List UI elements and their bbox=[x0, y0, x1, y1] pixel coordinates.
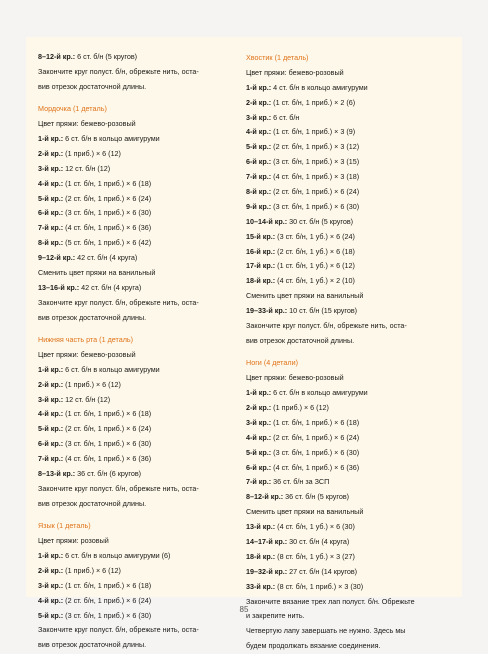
round-instruction bbox=[38, 132, 238, 147]
instruction-text: Закончите круг полуст. б/н, обрежьте нить, оста- bbox=[246, 321, 407, 331]
right-column bbox=[246, 51, 446, 654]
round-label: 4-й кр.: bbox=[246, 127, 272, 137]
page-number: 85 bbox=[239, 605, 249, 614]
instruction-text: Четвертую лапу завершать не нужно. Здесь мы bbox=[246, 626, 406, 636]
instruction-text: вив отрезок достаточной длины. bbox=[38, 312, 147, 322]
round-label: 14–17-й кр.: bbox=[246, 537, 288, 546]
round-text: 6 ст. б/н в кольцо амигуруми bbox=[271, 388, 368, 398]
round-instruction bbox=[246, 111, 446, 126]
round-label: 1-й кр.: bbox=[38, 551, 64, 560]
round-text: (1 приб.) × 6 (12) bbox=[63, 148, 121, 158]
round-label: 1-й кр.: bbox=[246, 388, 272, 398]
round-instruction bbox=[38, 422, 238, 437]
section-heading: Мордочка (1 деталь) bbox=[38, 104, 107, 114]
round-instruction bbox=[246, 520, 446, 535]
round-text: (5 ст. б/н, 1 приб.) × 6 (42) bbox=[63, 238, 152, 248]
round-label: 1-й кр.: bbox=[246, 82, 272, 92]
instruction-text: вив отрезок достаточной длины. bbox=[38, 640, 147, 650]
round-text: 6 ст. б/н в кольцо амигуруми bbox=[63, 133, 160, 143]
round-text: 6 ст. б/н в кольцо амигуруми (6) bbox=[63, 551, 171, 560]
round-instruction bbox=[246, 155, 446, 170]
round-instruction bbox=[246, 125, 446, 140]
round-instruction bbox=[246, 274, 446, 289]
section-heading: Хвостик (1 деталь) bbox=[246, 53, 309, 62]
instruction-text: будем продолжать вязание соединения. bbox=[246, 641, 381, 651]
round-label: 5-й кр.: bbox=[246, 142, 272, 152]
round-instruction bbox=[38, 467, 238, 482]
round-text: (8 ст. б/н, 1 приб.) × 3 (30) bbox=[275, 581, 364, 591]
round-instruction bbox=[38, 378, 238, 393]
instruction-text: Сменить цвет пряжи на ванильный bbox=[246, 291, 364, 301]
instruction-text: Цвет пряжи: бежево-розовый bbox=[38, 349, 136, 359]
round-label: 3-й кр.: bbox=[246, 112, 272, 122]
round-label: 3-й кр.: bbox=[38, 394, 64, 404]
instruction-text: Цвет пряжи: бежево-розовый bbox=[246, 373, 344, 383]
round-instruction bbox=[246, 185, 446, 200]
round-text: (4 ст. б/н, 1 приб.) × 3 (18) bbox=[271, 172, 360, 182]
round-text: 36 ст. б/н (5 кругов) bbox=[283, 492, 350, 502]
round-text: (3 ст. б/н, 1 приб.) × 6 (30) bbox=[63, 439, 152, 449]
round-label: 4-й кр.: bbox=[38, 409, 64, 419]
round-instruction bbox=[38, 147, 238, 162]
round-text: (2 ст. б/н, 1 приб.) × 6 (24) bbox=[271, 432, 360, 442]
round-label: 19–32-й кр.: bbox=[246, 566, 288, 576]
section-gap bbox=[246, 349, 446, 357]
section-gap bbox=[38, 326, 238, 334]
round-instruction bbox=[38, 206, 238, 221]
round-text: 27 ст. б/н (14 кругов) bbox=[287, 566, 358, 576]
round-label: 19–33-й кр.: bbox=[246, 306, 288, 316]
section-heading: Язык (1 деталь) bbox=[38, 521, 91, 531]
round-text: (1 приб.) × 6 (12) bbox=[63, 379, 121, 389]
instruction-text: Сменить цвет пряжи на ванильный bbox=[38, 267, 156, 277]
instruction-text: Закончите круг полуст. б/н, обрежьте нить, оста- bbox=[38, 297, 199, 307]
round-text: (2 ст. б/н, 1 приб.) × 6 (24) bbox=[271, 187, 360, 197]
round-text: (1 приб.) × 6 (12) bbox=[271, 402, 329, 412]
round-label: 2-й кр.: bbox=[246, 97, 272, 107]
round-instruction bbox=[38, 393, 238, 408]
round-text: (4 ст. б/н, 1 приб.) × 6 (36) bbox=[271, 462, 360, 472]
round-text: (2 ст. б/н, 1 приб.) × 3 (12) bbox=[271, 142, 360, 152]
round-instruction bbox=[38, 236, 238, 251]
round-label: 6-й кр.: bbox=[246, 157, 272, 167]
round-instruction bbox=[38, 281, 238, 296]
round-instruction bbox=[246, 245, 446, 260]
round-instruction bbox=[246, 461, 446, 476]
instruction-text: и закрепите нить. bbox=[246, 611, 305, 621]
instruction-text: Закончите вязание трех лап полуст. б/н. Обрежьте bbox=[246, 596, 415, 606]
round-instruction bbox=[38, 221, 238, 236]
round-text: 30 ст. б/н (5 кругов) bbox=[287, 216, 354, 226]
round-instruction bbox=[246, 580, 446, 595]
round-label: 3-й кр.: bbox=[38, 163, 64, 173]
round-instruction bbox=[246, 431, 446, 446]
section-heading: Нижняя часть рта (1 деталь) bbox=[38, 335, 134, 345]
round-label: 9-й кр.: bbox=[246, 201, 272, 211]
round-text: (1 ст. б/н, 1 приб.) × 6 (18) bbox=[63, 580, 152, 590]
round-label: 1-й кр.: bbox=[38, 133, 64, 143]
round-label: 16-й кр.: bbox=[246, 246, 276, 256]
round-instruction bbox=[38, 50, 238, 65]
round-label: 8-й кр.: bbox=[246, 187, 272, 197]
instruction-text: вив отрезок достаточной длины. bbox=[246, 335, 355, 345]
round-text: (1 ст. б/н, 1 приб.) × 6 (18) bbox=[63, 178, 152, 188]
round-text: (1 ст. б/н, 1 приб.) × 6 (18) bbox=[63, 409, 152, 419]
round-instruction bbox=[38, 162, 238, 177]
round-label: 18-й кр.: bbox=[246, 551, 276, 561]
round-text: 36 ст. б/н (6 кругов) bbox=[75, 469, 142, 479]
round-instruction bbox=[246, 550, 446, 565]
round-label: 7-й кр.: bbox=[38, 223, 64, 233]
round-instruction bbox=[246, 200, 446, 215]
round-label: 4-й кр.: bbox=[38, 595, 64, 605]
round-instruction bbox=[246, 416, 446, 431]
round-text: (1 ст. б/н, 1 уб.) × 6 (12) bbox=[275, 261, 355, 271]
round-label: 9–12-й кр.: bbox=[38, 253, 76, 263]
round-instruction bbox=[246, 475, 446, 490]
round-instruction bbox=[246, 446, 446, 461]
round-label: 4-й кр.: bbox=[38, 178, 64, 188]
round-instruction bbox=[38, 177, 238, 192]
round-label: 5-й кр.: bbox=[38, 610, 64, 620]
round-text: 12 ст. б/н (12) bbox=[63, 394, 111, 404]
round-instruction bbox=[246, 565, 446, 580]
round-label: 17-й кр.: bbox=[246, 261, 276, 271]
round-text: (3 ст. б/н, 1 приб.) × 6 (30) bbox=[63, 610, 152, 620]
round-text: 4 ст. б/н в кольцо амигуруми bbox=[271, 82, 368, 92]
round-label: 33-й кр.: bbox=[246, 581, 276, 591]
round-text: (4 ст. б/н, 1 уб.) × 6 (30) bbox=[275, 522, 355, 532]
round-text: (1 приб.) × 6 (12) bbox=[63, 565, 121, 575]
round-instruction bbox=[38, 564, 238, 579]
instruction-text: Закончите круг полуст. б/н, обрежьте нить, оста- bbox=[38, 483, 199, 493]
instruction-text: Сменить цвет пряжи на ванильный bbox=[246, 507, 364, 517]
round-label: 13–16-й кр.: bbox=[38, 282, 80, 292]
round-label: 8-й кр.: bbox=[38, 238, 64, 248]
round-label: 10–14-й кр.: bbox=[246, 216, 288, 226]
round-text: (3 ст. б/н, 1 приб.) × 6 (30) bbox=[63, 208, 152, 218]
round-label: 1-й кр.: bbox=[38, 364, 64, 374]
round-instruction bbox=[38, 452, 238, 467]
round-text: 36 ст. б/н за ЗСП bbox=[271, 477, 330, 487]
round-label: 5-й кр.: bbox=[38, 193, 64, 203]
round-text: 10 ст. б/н (15 кругов) bbox=[287, 306, 358, 316]
round-label: 18-й кр.: bbox=[246, 276, 276, 286]
round-text: (3 ст. б/н, 1 приб.) × 3 (15) bbox=[271, 157, 360, 167]
round-label: 8–12-й кр.: bbox=[246, 492, 284, 502]
instruction-text: Цвет пряжи: розовый bbox=[38, 536, 109, 546]
round-label: 7-й кр.: bbox=[246, 172, 272, 182]
round-label: 2-й кр.: bbox=[38, 379, 64, 389]
round-text: (4 ст. б/н, 1 приб.) × 6 (36) bbox=[63, 454, 152, 464]
round-text: 42 ст. б/н (4 круга) bbox=[79, 282, 142, 292]
section-heading: Ноги (4 детали) bbox=[246, 358, 298, 368]
instruction-text: Закончите круг полуст. б/н, обрежьте нить, оста- bbox=[38, 625, 199, 635]
round-text: 30 ст. б/н (4 круга) bbox=[287, 537, 350, 546]
round-instruction bbox=[246, 386, 446, 401]
round-text: 12 ст. б/н (12) bbox=[63, 163, 111, 173]
round-instruction bbox=[246, 259, 446, 274]
instruction-text: вив отрезок достаточной длины. bbox=[38, 81, 147, 91]
round-instruction bbox=[246, 215, 446, 230]
round-label: 2-й кр.: bbox=[38, 148, 64, 158]
round-text: (2 ст. б/н, 1 приб.) × 6 (24) bbox=[63, 595, 152, 605]
round-text: 6 ст. б/н (5 кругов) bbox=[75, 52, 138, 61]
round-text: (1 ст. б/н, 1 приб.) × 2 (6) bbox=[271, 97, 356, 107]
round-instruction bbox=[246, 230, 446, 245]
round-label: 6-й кр.: bbox=[246, 462, 272, 472]
instruction-text: Цвет пряжи: бежево-розовый bbox=[38, 119, 136, 129]
round-text: (2 ст. б/н, 1 приб.) × 6 (24) bbox=[63, 193, 152, 203]
round-label: 2-й кр.: bbox=[38, 565, 64, 575]
round-text: (8 ст. б/н, 1 уб.) × 3 (27) bbox=[275, 551, 355, 561]
round-label: 5-й кр.: bbox=[246, 447, 272, 457]
round-text: 42 ст. б/н (4 круга) bbox=[75, 253, 138, 263]
round-instruction bbox=[246, 401, 446, 416]
round-label: 4-й кр.: bbox=[246, 432, 272, 442]
round-label: 8–13-й кр.: bbox=[38, 469, 76, 479]
round-label: 8–12-й кр.: bbox=[38, 52, 76, 61]
round-text: (1 ст. б/н, 1 приб.) × 3 (9) bbox=[271, 127, 356, 137]
round-label: 5-й кр.: bbox=[38, 424, 64, 434]
round-label: 13-й кр.: bbox=[246, 522, 276, 532]
round-text: (3 ст. б/н, 1 приб.) × 6 (30) bbox=[271, 201, 360, 211]
round-instruction bbox=[246, 490, 446, 505]
round-label: 3-й кр.: bbox=[246, 417, 272, 427]
round-label: 7-й кр.: bbox=[38, 454, 64, 464]
round-instruction bbox=[38, 251, 238, 266]
section-gap bbox=[38, 95, 238, 103]
round-text: (1 ст. б/н, 1 приб.) × 6 (18) bbox=[271, 417, 360, 427]
instruction-text: Закончите круг полуст. б/н, обрежьте нить, оста- bbox=[38, 66, 199, 76]
round-text: (4 ст. б/н, 1 уб.) × 2 (10) bbox=[275, 276, 355, 286]
round-instruction bbox=[246, 81, 446, 96]
round-label: 6-й кр.: bbox=[38, 439, 64, 449]
round-label: 2-й кр.: bbox=[246, 402, 272, 412]
round-instruction bbox=[246, 535, 446, 550]
round-instruction bbox=[38, 363, 238, 378]
round-text: 6 ст. б/н bbox=[271, 112, 300, 122]
round-text: (3 ст. б/н, 1 уб.) × 6 (24) bbox=[275, 231, 355, 241]
round-text: (3 ст. б/н, 1 приб.) × 6 (30) bbox=[271, 447, 360, 457]
round-label: 15-й кр.: bbox=[246, 231, 276, 241]
round-text: (2 ст. б/н, 1 уб.) × 6 (18) bbox=[275, 246, 355, 256]
instruction-text: вив отрезок достаточной длины. bbox=[38, 498, 147, 508]
round-text: (4 ст. б/н, 1 приб.) × 6 (36) bbox=[63, 223, 152, 233]
round-instruction bbox=[38, 407, 238, 422]
round-instruction bbox=[38, 579, 238, 594]
round-label: 7-й кр.: bbox=[246, 477, 272, 487]
instruction-text: Цвет пряжи: бежево-розовый bbox=[246, 67, 344, 77]
round-instruction bbox=[38, 437, 238, 452]
round-instruction bbox=[246, 304, 446, 319]
round-label: 6-й кр.: bbox=[38, 208, 64, 218]
round-label: 3-й кр.: bbox=[38, 580, 64, 590]
round-instruction bbox=[246, 140, 446, 155]
round-instruction bbox=[246, 96, 446, 111]
round-instruction bbox=[38, 192, 238, 207]
round-text: 6 ст. б/н в кольцо амигуруми bbox=[63, 364, 160, 374]
section-gap bbox=[38, 512, 238, 520]
round-instruction bbox=[246, 170, 446, 185]
round-text: (2 ст. б/н, 1 приб.) × 6 (24) bbox=[63, 424, 152, 434]
round-instruction bbox=[38, 549, 238, 564]
left-column bbox=[38, 50, 238, 653]
